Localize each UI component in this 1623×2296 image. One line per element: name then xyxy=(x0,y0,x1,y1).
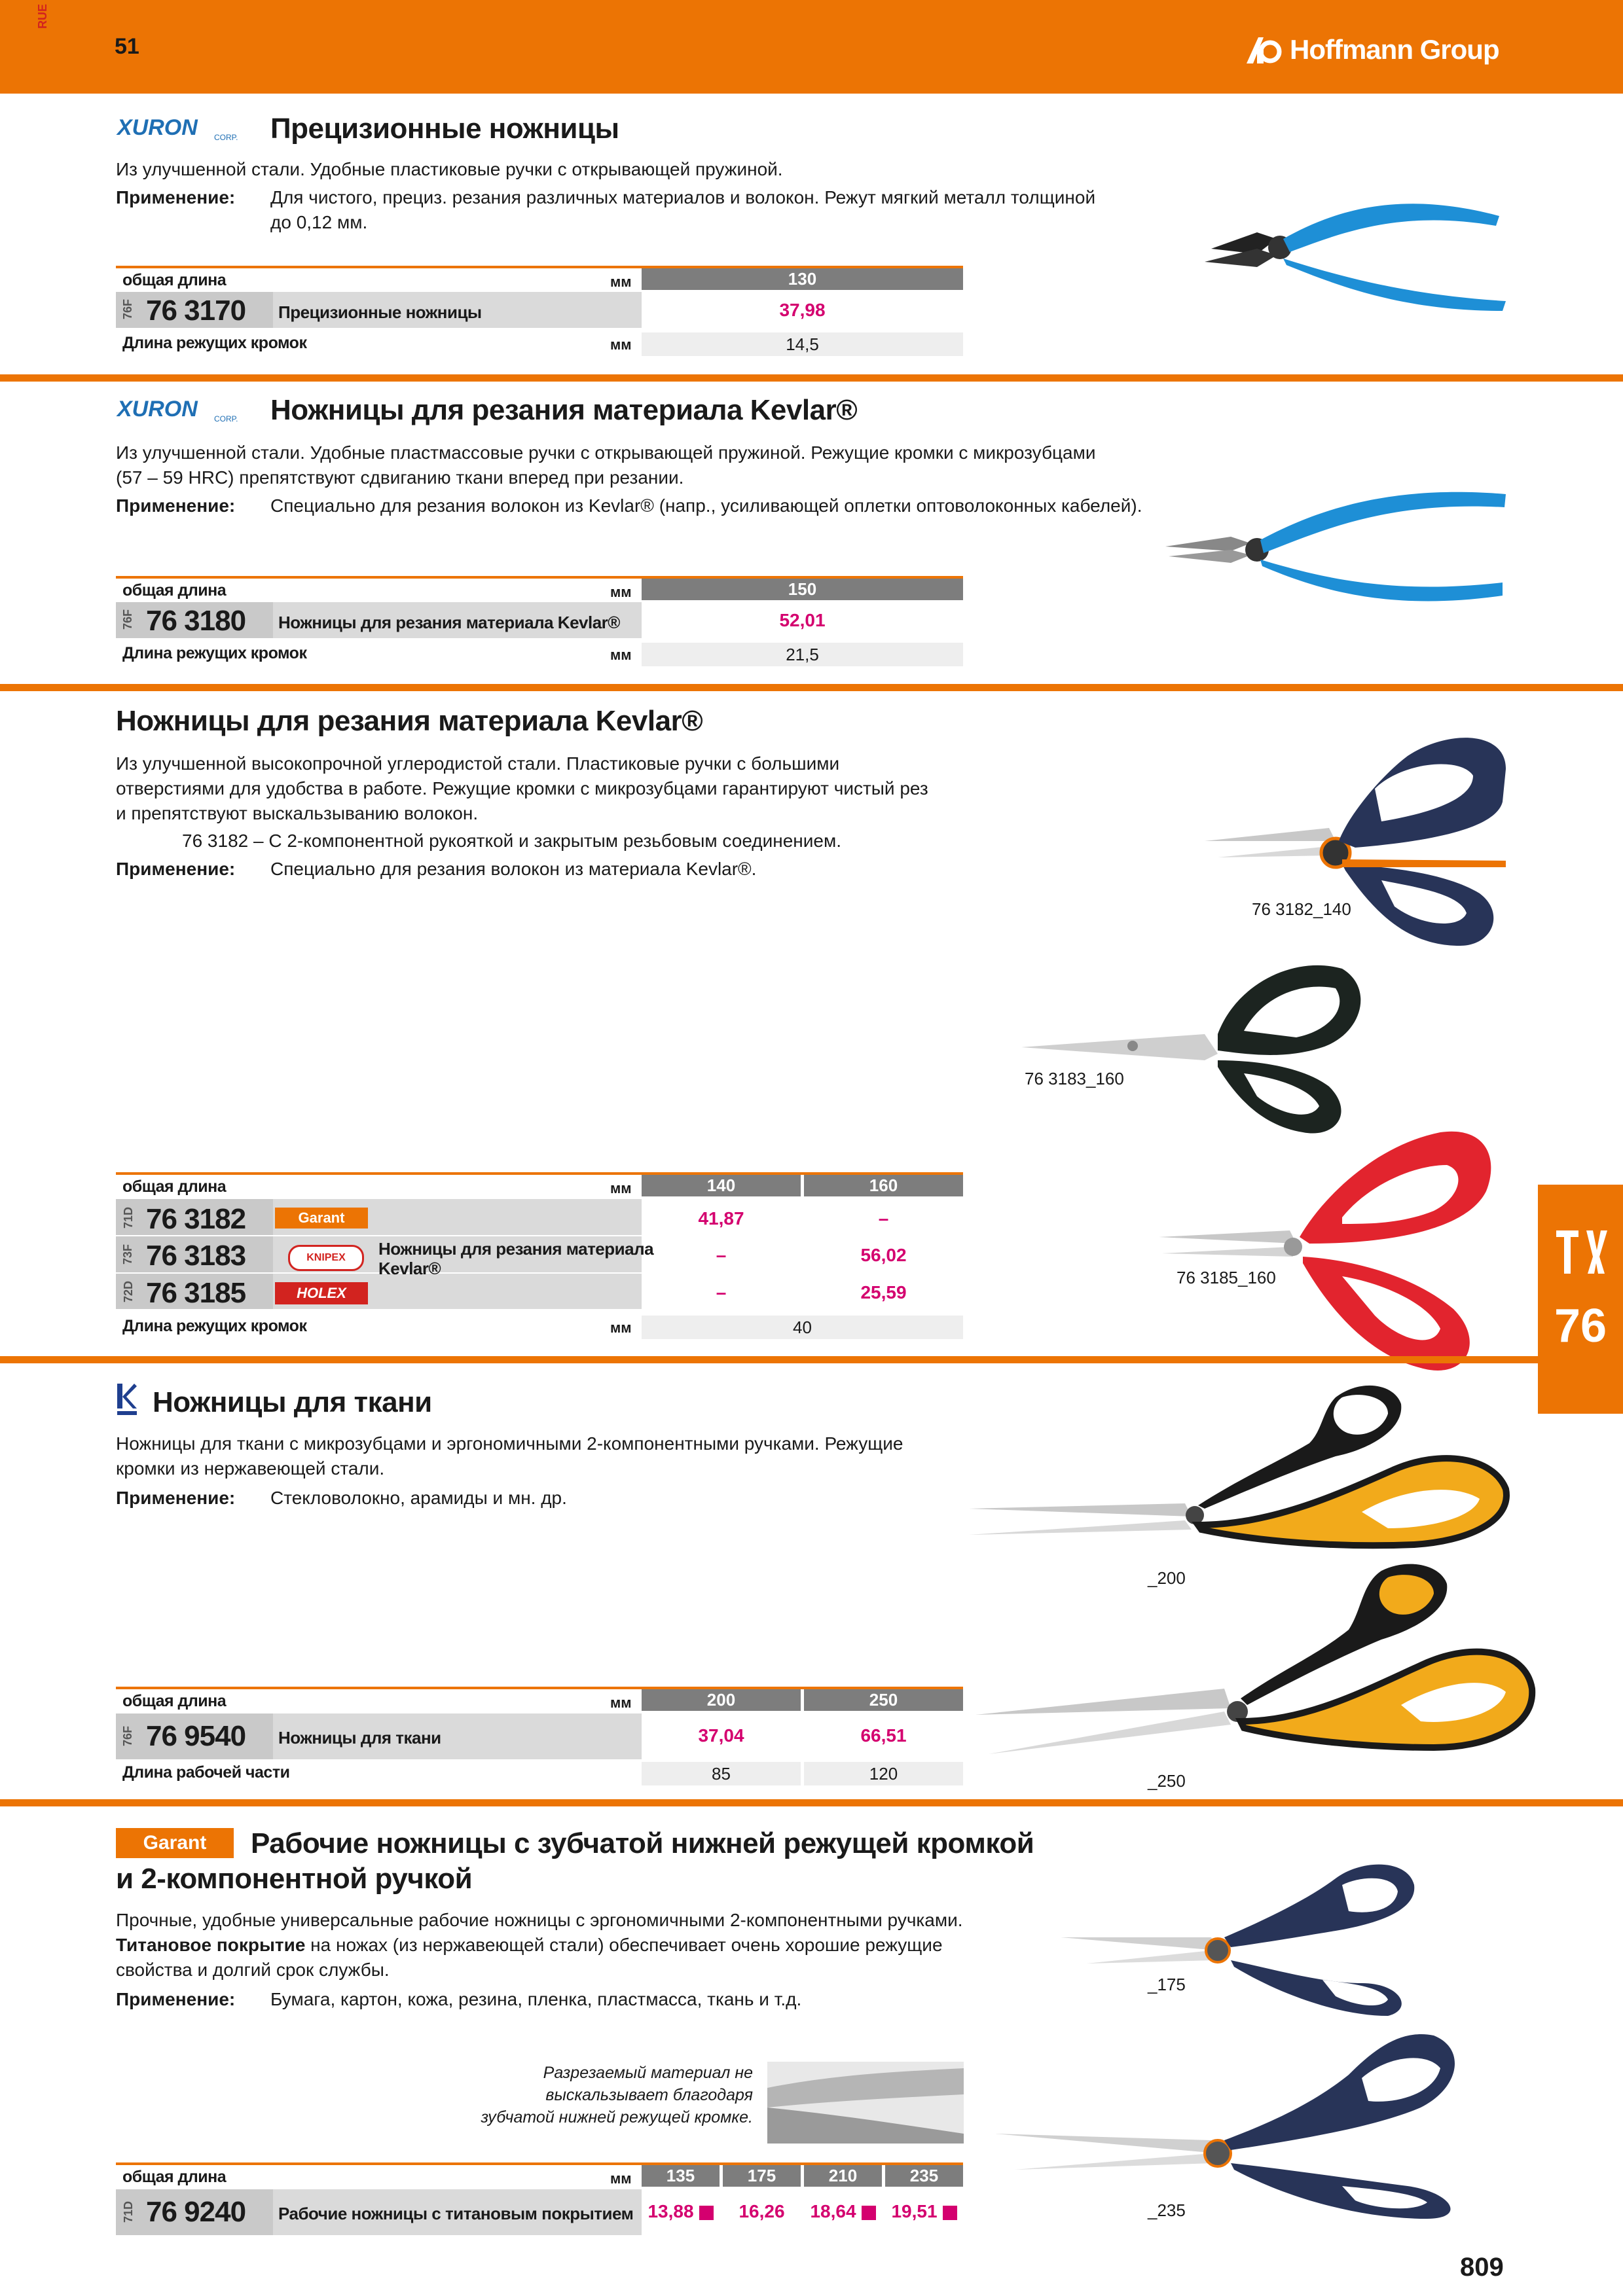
price xyxy=(885,2201,963,2222)
section-description: кромки из нержавеющей стали. xyxy=(116,1458,385,1479)
section-description: Из улучшенной стали. Удобные пластмассовые ручки с открывающей пружиной. Режущие кромки с микрозубцами xyxy=(116,442,1096,463)
language-code: RUE xyxy=(36,3,49,29)
size-header: 175 xyxy=(723,2165,801,2187)
chapter-tab[interactable] xyxy=(1538,1185,1623,1414)
stock-marker-icon xyxy=(699,2206,714,2220)
size-header: 160 xyxy=(804,1175,963,1196)
section-title: Ножницы для резания материала Kevlar® xyxy=(270,394,858,426)
article-prefix: 76F xyxy=(121,609,135,630)
article-prefix: 73F xyxy=(121,1244,135,1265)
article-prefix: 71D xyxy=(122,2200,136,2223)
svg-text:CORP.: CORP. xyxy=(214,133,238,142)
section-title: Прецизионные ножницы xyxy=(270,113,619,145)
article-number[interactable]: 76 9240 xyxy=(146,2196,246,2228)
inset-line: выскальзывает благодаря xyxy=(545,2086,753,2104)
price-value: 18,64 xyxy=(810,2201,856,2221)
application-text: Специально для резания волокон из Kevlar® (напр., усиливающей оплетки оптоволоконных кабелей). xyxy=(270,495,1142,516)
price: – xyxy=(716,1245,727,1265)
scissors-pliers-icon xyxy=(1552,1224,1609,1279)
section-description: свойства и долгий срок службы. xyxy=(116,1960,390,1980)
unit-label: мм xyxy=(610,336,632,353)
row-label-length: общая длина xyxy=(122,1177,227,1196)
section-description xyxy=(116,1933,943,1958)
section-title: Ножницы для резания материала Kevlar® xyxy=(116,705,703,737)
size-header: 250 xyxy=(804,1689,963,1711)
k-brand-logo xyxy=(116,1382,138,1416)
section-title: Рабочие ножницы с зубчатой нижней режущей кромкой xyxy=(251,1827,1034,1859)
stock-marker-icon xyxy=(862,2206,876,2220)
section-divider xyxy=(0,684,1623,691)
product-name: Ножницы для ткани xyxy=(278,1728,441,1748)
price: 52,01 xyxy=(779,610,826,630)
product-name: Рабочие ножницы с титановым покрытием xyxy=(278,2204,634,2223)
brand-badge-holex: HOLEX xyxy=(275,1282,368,1304)
work-length-value: 85 xyxy=(642,1762,801,1785)
application-label: Применение: xyxy=(116,859,236,879)
row-label-length: общая длина xyxy=(122,581,227,600)
price: 66,51 xyxy=(860,1725,907,1746)
unit-label: мм xyxy=(610,584,632,600)
price: 37,04 xyxy=(698,1725,744,1746)
svg-text:XURON: XURON xyxy=(117,115,198,140)
section-note: 76 3182 – С 2-компонентной рукояткой и закрытым резьбовым соединением. xyxy=(182,831,841,851)
article-number[interactable]: 76 9540 xyxy=(146,1720,246,1752)
brand-logo[interactable] xyxy=(1244,34,1499,65)
kevlar-snips-image xyxy=(1165,471,1519,622)
product-name: Kevlar® xyxy=(378,1259,441,1278)
unit-label: мм xyxy=(610,1180,632,1196)
inset-line: Разрезаемый материал не xyxy=(543,2064,753,2082)
xuron-logo xyxy=(116,397,253,427)
application-text: Стекловолокно, арамиды и мн. др. xyxy=(270,1488,567,1508)
unit-label: мм xyxy=(610,2170,632,2187)
image-caption: _250 xyxy=(1148,1771,1186,1791)
article-number[interactable]: 76 3182 xyxy=(146,1203,246,1235)
article-prefix: 72D xyxy=(122,1280,136,1303)
size-header: 135 xyxy=(642,2165,720,2187)
scissors-763183-image xyxy=(1021,956,1375,1139)
application-label: Применение: xyxy=(116,495,236,516)
row-label-cut-length: Длина режущих кромок xyxy=(122,644,307,662)
brand-name: Hoffmann Group xyxy=(1290,34,1499,65)
section-description: Ножницы для ткани с микрозубцами и эргономичными 2-компонентными ручками. Режущие xyxy=(116,1433,903,1454)
section-divider xyxy=(0,1799,1623,1806)
price: 56,02 xyxy=(860,1245,907,1265)
row-label-cut-length: Длина режущих кромок xyxy=(122,334,307,352)
unit-label: мм xyxy=(610,1695,632,1711)
section-title: и 2-компонентной ручкой xyxy=(116,1863,473,1895)
application-text: Бумага, картон, кожа, резина, пленка, пластмасса, ткань и т.д. xyxy=(270,1989,802,2009)
serrated-edge-detail-image xyxy=(767,2062,964,2144)
price: – xyxy=(716,1282,727,1302)
article-number[interactable]: 76 3185 xyxy=(146,1277,246,1309)
size-header: 150 xyxy=(642,579,963,600)
price: 41,87 xyxy=(698,1208,744,1229)
application-text: до 0,12 мм. xyxy=(270,212,368,232)
application-text: Специально для резания волокон из материала Kevlar®. xyxy=(270,859,757,879)
price-value: 13,88 xyxy=(647,2201,694,2221)
page-number-bottom: 809 xyxy=(1460,2253,1504,2282)
row-label-length: общая длина xyxy=(122,271,227,289)
price xyxy=(804,2201,882,2222)
application-label: Применение: xyxy=(116,1989,236,2009)
inset-line: зубчатой нижней режущей кромке. xyxy=(481,2108,753,2126)
hoffmann-logo-icon xyxy=(1244,35,1283,65)
product-name: Ножницы для резания материала xyxy=(378,1239,654,1259)
size-header: 140 xyxy=(642,1175,801,1196)
work-length-value: 120 xyxy=(804,1762,963,1785)
fabric-scissors-200-image xyxy=(969,1378,1539,1568)
row-label-length: общая длина xyxy=(122,2168,227,2186)
section-description: (57 – 59 HRC) препятствуют сдвиганию ткани вперед при резании. xyxy=(116,467,684,488)
article-prefix: 76F xyxy=(121,298,135,320)
article-number[interactable]: 76 3183 xyxy=(146,1240,246,1272)
product-name: Прецизионные ножницы xyxy=(278,302,482,322)
cut-length-value: 21,5 xyxy=(642,643,963,666)
size-header: 200 xyxy=(642,1689,801,1711)
unit-label: мм xyxy=(610,274,632,290)
size-header: 210 xyxy=(804,2165,882,2187)
product-name: Ножницы для резания материала Kevlar® xyxy=(278,613,620,632)
section-description: Прочные, удобные универсальные рабочие ножницы с эргономичными 2-компонентными ручками. xyxy=(116,1910,963,1930)
svg-text:XURON: XURON xyxy=(117,397,198,422)
price-value: 19,51 xyxy=(891,2201,938,2221)
chapter-number: 76 xyxy=(1554,1300,1607,1352)
price-value: 16,26 xyxy=(739,2201,785,2221)
brand-badge-knipex: KNIPEX xyxy=(288,1245,364,1271)
application-text: Для чистого, прециз. резания различных материалов и волокон. Режут мягкий металл толщиной xyxy=(270,187,1096,207)
unit-label: мм xyxy=(610,1319,632,1336)
xuron-logo-icon xyxy=(116,397,253,424)
image-caption: _235 xyxy=(1148,2200,1186,2220)
article-prefix: 71D xyxy=(122,1206,136,1229)
xuron-logo xyxy=(116,115,253,146)
price: 37,98 xyxy=(779,300,826,320)
image-caption: _175 xyxy=(1148,1975,1186,1994)
row-separator xyxy=(116,1272,963,1274)
price xyxy=(642,2201,720,2222)
article-number[interactable]: 76 3180 xyxy=(146,605,246,637)
precision-snips-image xyxy=(1205,170,1512,321)
application-label: Применение: xyxy=(116,187,236,207)
work-scissors-175-image xyxy=(1061,1859,1493,2016)
garant-logo: Garant xyxy=(116,1828,234,1858)
section-description: Из улучшенной высокопрочной углеродистой стали. Пластиковые ручки с большими xyxy=(116,753,840,774)
row-label-work-length: Длина рабочей части xyxy=(122,1763,290,1782)
unit-label: мм xyxy=(610,647,632,663)
stock-marker-icon xyxy=(943,2206,957,2220)
work-scissors-235-image xyxy=(995,2029,1499,2219)
page-number-top: 51 xyxy=(115,34,139,59)
scissors-763185-image xyxy=(1159,1119,1506,1381)
fabric-scissors-250-image xyxy=(976,1558,1539,1774)
highlight-text: Титановое покрытие xyxy=(116,1935,306,1955)
size-header: 130 xyxy=(642,268,963,290)
image-caption: 76 3185_160 xyxy=(1176,1268,1276,1287)
price: – xyxy=(878,1208,889,1229)
section-description: Из улучшенной стали. Удобные пластиковые ручки с открывающей пружиной. xyxy=(116,159,783,179)
price: 25,59 xyxy=(860,1282,907,1302)
description-rest: на ножах (из нержавеющей стали) обеспечивает очень хорошие режущие xyxy=(305,1935,943,1955)
price xyxy=(723,2201,801,2222)
xuron-logo-icon xyxy=(116,115,253,143)
image-caption: _200 xyxy=(1148,1568,1186,1588)
section-divider xyxy=(0,1356,1623,1363)
section-divider xyxy=(0,374,1623,382)
k-logo-icon xyxy=(116,1382,138,1416)
scissors-763182-image xyxy=(1198,730,1512,952)
inset-caption xyxy=(458,2062,753,2128)
size-header: 235 xyxy=(885,2165,963,2187)
section-description: и препятствуют выскальзыванию волокон. xyxy=(116,803,479,823)
image-caption: 76 3183_160 xyxy=(1025,1069,1124,1088)
row-label-cut-length: Длина режущих кромок xyxy=(122,1317,307,1335)
application-label: Применение: xyxy=(116,1488,236,1508)
section-title: Ножницы для ткани xyxy=(153,1386,432,1418)
article-number[interactable]: 76 3170 xyxy=(146,295,246,327)
section-description: отверстиями для удобства в работе. Режущие кромки с микрозубцами гарантируют чистый рез xyxy=(116,778,928,798)
image-caption: 76 3182_140 xyxy=(1252,899,1351,919)
cut-length-value: 40 xyxy=(642,1316,963,1339)
svg-text:CORP.: CORP. xyxy=(214,414,238,423)
article-prefix: 76F xyxy=(121,1725,135,1747)
cut-length-value: 14,5 xyxy=(642,332,963,356)
row-label-length: общая длина xyxy=(122,1692,227,1710)
brand-badge-garant: Garant xyxy=(275,1208,368,1229)
